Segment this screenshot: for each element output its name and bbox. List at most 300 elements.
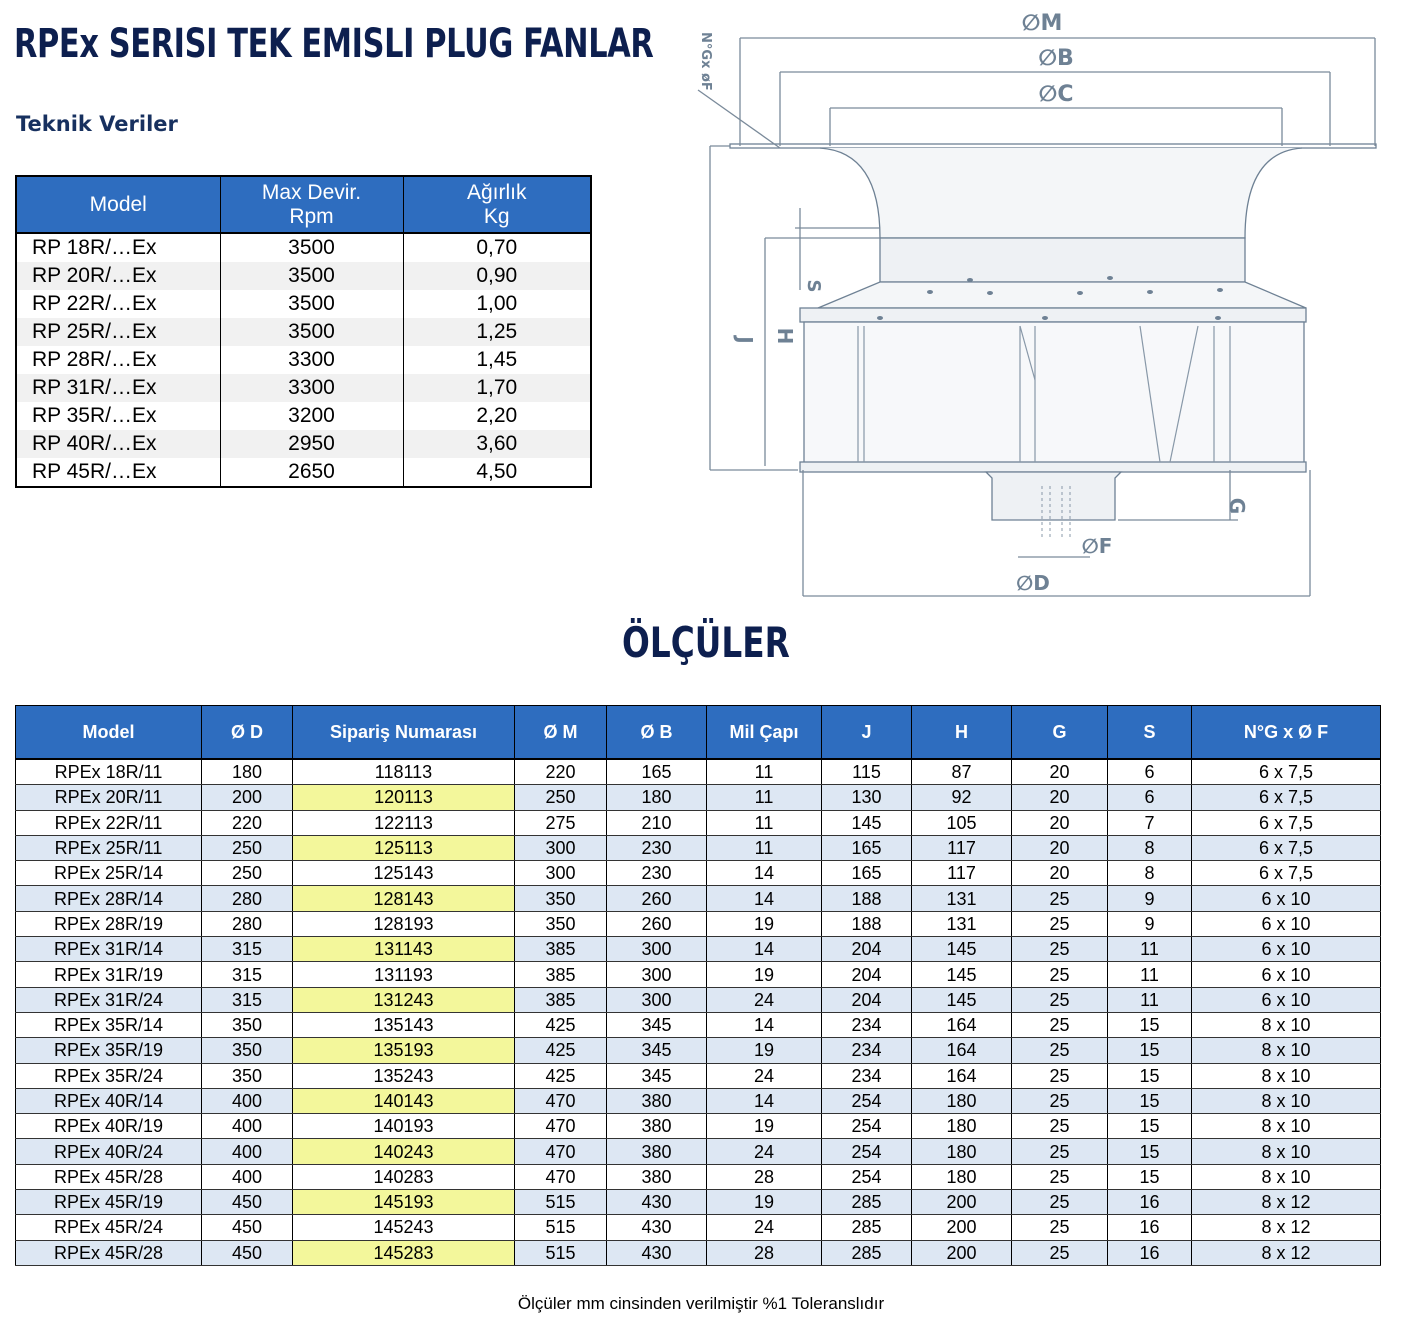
cell-model: RPEx 28R/19 — [16, 911, 202, 936]
cell-j: 234 — [822, 1063, 912, 1088]
cell-d: 350 — [202, 1038, 293, 1063]
cell-s: 16 — [1108, 1215, 1192, 1240]
cell-b: 430 — [607, 1190, 707, 1215]
cell-d: 450 — [202, 1240, 293, 1265]
cell-weight: 3,60 — [403, 430, 591, 458]
cell-max-rpm: 2650 — [220, 458, 403, 487]
cell-d: 280 — [202, 886, 293, 911]
cell-h: 200 — [912, 1190, 1012, 1215]
cell-d: 315 — [202, 987, 293, 1012]
table-row — [16, 290, 591, 318]
cell-g: 25 — [1012, 1088, 1108, 1113]
table-row — [16, 402, 591, 430]
cell-shaft-diameter: 28 — [707, 1164, 822, 1189]
cell-shaft-diameter: 24 — [707, 1215, 822, 1240]
cell-m: 470 — [515, 1088, 607, 1113]
cell-s: 7 — [1108, 810, 1192, 835]
cell-j: 285 — [822, 1215, 912, 1240]
table-row — [16, 886, 1381, 911]
page-title: RPEx SERISI TEK EMISLI PLUG FANLAR — [14, 21, 654, 67]
table-header-row — [16, 176, 591, 233]
table-row — [16, 1215, 1381, 1240]
cell-b: 345 — [607, 1063, 707, 1088]
cell-b: 380 — [607, 1164, 707, 1189]
cell-model: RP 31R/…Ex — [16, 374, 220, 402]
cell-m: 470 — [515, 1164, 607, 1189]
cell-j: 165 — [822, 861, 912, 886]
cell-s: 15 — [1108, 1063, 1192, 1088]
cell-j: 165 — [822, 835, 912, 860]
cell-d: 250 — [202, 835, 293, 860]
cell-max-rpm: 3500 — [220, 318, 403, 346]
header-j: J — [822, 706, 912, 760]
cell-d: 450 — [202, 1215, 293, 1240]
header-order-number: Sipariş Numarası — [293, 706, 515, 760]
table-row — [16, 233, 591, 262]
hub — [986, 472, 1121, 520]
cell-model: RP 25R/…Ex — [16, 318, 220, 346]
header-s: S — [1108, 706, 1192, 760]
cell-j: 285 — [822, 1240, 912, 1265]
cell-holes: 8 x 10 — [1192, 1114, 1381, 1139]
cell-g: 25 — [1012, 1215, 1108, 1240]
cell-order-number: 118113 — [293, 759, 515, 785]
header-weight: Ağırlık Kg — [403, 176, 591, 233]
cell-model: RPEx 31R/14 — [16, 937, 202, 962]
cell-shaft-diameter: 11 — [707, 785, 822, 810]
section-title-dimensions: ÖLÇÜLER — [622, 618, 790, 667]
cell-max-rpm: 3500 — [220, 233, 403, 262]
table-row — [16, 810, 1381, 835]
cell-d: 450 — [202, 1190, 293, 1215]
cell-h: 131 — [912, 886, 1012, 911]
cell-model: RPEx 20R/11 — [16, 785, 202, 810]
cell-g: 25 — [1012, 937, 1108, 962]
cell-shaft-diameter: 11 — [707, 835, 822, 860]
cell-holes: 6 x 7,5 — [1192, 861, 1381, 886]
inlet-cone — [820, 148, 1302, 238]
cell-b: 180 — [607, 785, 707, 810]
cell-shaft-diameter: 24 — [707, 987, 822, 1012]
fan-technical-drawing — [690, 0, 1390, 615]
cell-g: 25 — [1012, 962, 1108, 987]
table-row — [16, 318, 591, 346]
cell-b: 380 — [607, 1114, 707, 1139]
cell-shaft-diameter: 14 — [707, 1012, 822, 1037]
cell-holes: 6 x 10 — [1192, 937, 1381, 962]
cell-order-number: 140143 — [293, 1088, 515, 1113]
cell-d: 400 — [202, 1114, 293, 1139]
cell-order-number: 135143 — [293, 1012, 515, 1037]
cell-d: 200 — [202, 785, 293, 810]
cell-h: 200 — [912, 1240, 1012, 1265]
cell-b: 230 — [607, 861, 707, 886]
cell-s: 8 — [1108, 835, 1192, 860]
cell-j: 254 — [822, 1114, 912, 1139]
cell-s: 6 — [1108, 759, 1192, 785]
cell-j: 254 — [822, 1164, 912, 1189]
cell-m: 385 — [515, 962, 607, 987]
cell-holes: 8 x 10 — [1192, 1012, 1381, 1037]
cell-holes: 8 x 10 — [1192, 1164, 1381, 1189]
header-model: Model — [16, 176, 220, 233]
cell-m: 300 — [515, 835, 607, 860]
cell-m: 385 — [515, 937, 607, 962]
cell-b: 300 — [607, 987, 707, 1012]
cell-model: RPEx 35R/19 — [16, 1038, 202, 1063]
cell-g: 25 — [1012, 1063, 1108, 1088]
cell-h: 87 — [912, 759, 1012, 785]
cell-g: 20 — [1012, 785, 1108, 810]
table-row — [16, 262, 591, 290]
cell-order-number: 131143 — [293, 937, 515, 962]
cell-model: RP 20R/…Ex — [16, 262, 220, 290]
cell-holes: 6 x 10 — [1192, 987, 1381, 1012]
impeller-body — [804, 322, 1304, 466]
cell-model: RPEx 40R/14 — [16, 1088, 202, 1113]
cell-j: 188 — [822, 886, 912, 911]
header-shaft-diameter: Mil Çapı — [707, 706, 822, 760]
cell-model: RPEx 28R/14 — [16, 886, 202, 911]
cell-m: 515 — [515, 1240, 607, 1265]
cell-b: 345 — [607, 1038, 707, 1063]
cell-b: 380 — [607, 1088, 707, 1113]
flange-plate — [730, 144, 1376, 148]
cell-g: 20 — [1012, 835, 1108, 860]
cell-d: 280 — [202, 911, 293, 936]
cell-h: 164 — [912, 1012, 1012, 1037]
cell-weight: 0,70 — [403, 233, 591, 262]
table-row — [16, 346, 591, 374]
table-row — [16, 374, 591, 402]
cell-j: 145 — [822, 810, 912, 835]
cell-holes: 8 x 10 — [1192, 1088, 1381, 1113]
cell-holes: 6 x 7,5 — [1192, 835, 1381, 860]
cell-model: RPEx 25R/14 — [16, 861, 202, 886]
cell-holes: 6 x 10 — [1192, 886, 1381, 911]
cell-b: 165 — [607, 759, 707, 785]
cell-d: 400 — [202, 1139, 293, 1164]
cell-order-number: 145283 — [293, 1240, 515, 1265]
table-header-row — [16, 706, 1381, 760]
cell-j: 115 — [822, 759, 912, 785]
cell-model: RPEx 22R/11 — [16, 810, 202, 835]
cell-shaft-diameter: 24 — [707, 1139, 822, 1164]
cell-s: 9 — [1108, 911, 1192, 936]
cell-weight: 1,00 — [403, 290, 591, 318]
table-row — [16, 759, 1381, 785]
table-row — [16, 1012, 1381, 1037]
cell-h: 180 — [912, 1088, 1012, 1113]
table-row — [16, 1114, 1381, 1139]
table-row — [16, 1038, 1381, 1063]
cell-b: 210 — [607, 810, 707, 835]
cell-d: 180 — [202, 759, 293, 785]
cell-model: RPEx 45R/28 — [16, 1164, 202, 1189]
cell-m: 220 — [515, 759, 607, 785]
cell-m: 470 — [515, 1139, 607, 1164]
cell-holes: 8 x 10 — [1192, 1038, 1381, 1063]
cell-b: 345 — [607, 1012, 707, 1037]
header-max-rpm: Max Devir. Rpm — [220, 176, 403, 233]
cell-b: 300 — [607, 962, 707, 987]
cell-shaft-diameter: 14 — [707, 861, 822, 886]
cell-h: 164 — [912, 1063, 1012, 1088]
cell-s: 16 — [1108, 1190, 1192, 1215]
cell-order-number: 125143 — [293, 861, 515, 886]
table-row — [16, 1139, 1381, 1164]
cell-h: 117 — [912, 861, 1012, 886]
cell-s: 15 — [1108, 1139, 1192, 1164]
table-row — [16, 785, 1381, 810]
label-c: C — [1057, 82, 1074, 107]
svg-text:∅F: ∅F — [1081, 534, 1113, 558]
cell-model: RPEx 35R/24 — [16, 1063, 202, 1088]
cell-d: 400 — [202, 1088, 293, 1113]
table-row — [16, 1164, 1381, 1189]
cell-d: 315 — [202, 962, 293, 987]
cell-shaft-diameter: 11 — [707, 759, 822, 785]
cell-model: RPEx 25R/11 — [16, 835, 202, 860]
cell-h: 145 — [912, 937, 1012, 962]
cell-j: 204 — [822, 987, 912, 1012]
label-j: J — [733, 336, 757, 344]
cell-order-number: 128143 — [293, 886, 515, 911]
impeller-hood — [818, 282, 1306, 308]
cell-g: 25 — [1012, 911, 1108, 936]
cell-s: 16 — [1108, 1240, 1192, 1265]
cell-g: 25 — [1012, 1164, 1108, 1189]
footnote: Ölçüler mm cinsinden verilmiştir %1 Toleranslıdır — [517, 1294, 885, 1313]
cell-model: RP 40R/…Ex — [16, 430, 220, 458]
cell-j: 254 — [822, 1088, 912, 1113]
header-h: H — [912, 706, 1012, 760]
cell-holes: 8 x 12 — [1192, 1240, 1381, 1265]
cell-shaft-diameter: 28 — [707, 1240, 822, 1265]
cell-h: 164 — [912, 1038, 1012, 1063]
cell-s: 15 — [1108, 1164, 1192, 1189]
label-f: F — [1098, 534, 1113, 558]
table-row — [16, 987, 1381, 1012]
cell-max-rpm: 2950 — [220, 430, 403, 458]
cell-s: 11 — [1108, 962, 1192, 987]
max-word: Max Devir. — [261, 180, 362, 204]
cell-h: 92 — [912, 785, 1012, 810]
cell-shaft-diameter: 14 — [707, 1088, 822, 1113]
label-holes: N°Gx øF — [698, 32, 713, 91]
cell-shaft-diameter: 19 — [707, 1114, 822, 1139]
cell-order-number: 131193 — [293, 962, 515, 987]
cell-order-number: 128193 — [293, 911, 515, 936]
header-m: Ø M — [515, 706, 607, 760]
table-row — [16, 911, 1381, 936]
cell-j: 254 — [822, 1139, 912, 1164]
cell-g: 20 — [1012, 861, 1108, 886]
cell-model: RPEx 45R/28 — [16, 1240, 202, 1265]
cell-m: 350 — [515, 911, 607, 936]
table-row — [16, 1190, 1381, 1215]
cell-model: RPEx 31R/19 — [16, 962, 202, 987]
cell-model: RP 22R/…Ex — [16, 290, 220, 318]
cell-d: 250 — [202, 861, 293, 886]
cell-j: 234 — [822, 1038, 912, 1063]
cell-max-rpm: 3500 — [220, 262, 403, 290]
cell-shaft-diameter: 19 — [707, 962, 822, 987]
cell-order-number: 131243 — [293, 987, 515, 1012]
cell-g: 20 — [1012, 810, 1108, 835]
cell-holes: 6 x 7,5 — [1192, 785, 1381, 810]
header-b: Ø B — [607, 706, 707, 760]
cell-h: 200 — [912, 1215, 1012, 1240]
cell-j: 204 — [822, 962, 912, 987]
cell-h: 117 — [912, 835, 1012, 860]
cell-order-number: 145243 — [293, 1215, 515, 1240]
cell-s: 11 — [1108, 987, 1192, 1012]
svg-text:∅D: ∅D — [1016, 571, 1050, 595]
cell-weight: 1,70 — [403, 374, 591, 402]
table-row — [16, 430, 591, 458]
header-d: Ø D — [202, 706, 293, 760]
cell-m: 385 — [515, 987, 607, 1012]
cell-weight: 0,90 — [403, 262, 591, 290]
cell-model: RPEx 18R/11 — [16, 759, 202, 785]
header-holes: N°G x Ø F — [1192, 706, 1381, 760]
cell-holes: 8 x 10 — [1192, 1139, 1381, 1164]
cell-j: 130 — [822, 785, 912, 810]
cell-j: 188 — [822, 911, 912, 936]
cell-g: 25 — [1012, 1012, 1108, 1037]
cell-s: 15 — [1108, 1088, 1192, 1113]
cell-shaft-diameter: 19 — [707, 1190, 822, 1215]
cell-m: 515 — [515, 1215, 607, 1240]
label-d: D — [1033, 571, 1050, 595]
cell-d: 315 — [202, 937, 293, 962]
cell-weight: 1,45 — [403, 346, 591, 374]
cell-h: 180 — [912, 1139, 1012, 1164]
cell-holes: 8 x 10 — [1192, 1063, 1381, 1088]
cell-order-number: 140243 — [293, 1139, 515, 1164]
table-row — [16, 861, 1381, 886]
cell-model: RP 35R/…Ex — [16, 402, 220, 430]
cell-g: 25 — [1012, 1139, 1108, 1164]
cell-model: RPEx 31R/24 — [16, 987, 202, 1012]
cell-holes: 6 x 7,5 — [1192, 810, 1381, 835]
cell-s: 6 — [1108, 785, 1192, 810]
cell-order-number: 120113 — [293, 785, 515, 810]
cell-d: 350 — [202, 1063, 293, 1088]
cell-j: 285 — [822, 1190, 912, 1215]
cell-shaft-diameter: 14 — [707, 886, 822, 911]
cell-d: 350 — [202, 1012, 293, 1037]
cell-order-number: 125113 — [293, 835, 515, 860]
cell-max-rpm: 3500 — [220, 290, 403, 318]
cell-order-number: 135193 — [293, 1038, 515, 1063]
cell-h: 180 — [912, 1114, 1012, 1139]
svg-text:∅M: ∅M — [1021, 11, 1063, 36]
dimensions-table — [15, 705, 1381, 1266]
svg-text:∅C: ∅C — [1038, 82, 1074, 107]
cell-weight: 1,25 — [403, 318, 591, 346]
cell-h: 105 — [912, 810, 1012, 835]
label-m: M — [1040, 11, 1063, 36]
cell-b: 260 — [607, 911, 707, 936]
label-s: S — [803, 279, 824, 293]
table-row — [16, 1240, 1381, 1265]
cell-order-number: 135243 — [293, 1063, 515, 1088]
cell-order-number: 140283 — [293, 1164, 515, 1189]
table-row — [16, 1088, 1381, 1113]
cell-order-number: 145193 — [293, 1190, 515, 1215]
cell-b: 430 — [607, 1215, 707, 1240]
inlet-ring — [880, 238, 1245, 282]
label-b: B — [1057, 46, 1074, 71]
cell-m: 425 — [515, 1063, 607, 1088]
cell-holes: 6 x 7,5 — [1192, 759, 1381, 785]
cell-m: 350 — [515, 886, 607, 911]
cell-s: 15 — [1108, 1114, 1192, 1139]
table-row — [16, 835, 1381, 860]
cell-model: RP 45R/…Ex — [16, 458, 220, 487]
table-row — [16, 937, 1381, 962]
cell-g: 25 — [1012, 987, 1108, 1012]
cell-j: 234 — [822, 1012, 912, 1037]
cell-m: 470 — [515, 1114, 607, 1139]
cell-b: 380 — [607, 1139, 707, 1164]
cell-model: RPEx 35R/14 — [16, 1012, 202, 1037]
table-row — [16, 1063, 1381, 1088]
cell-b: 260 — [607, 886, 707, 911]
cell-shaft-diameter: 14 — [707, 937, 822, 962]
cell-s: 15 — [1108, 1012, 1192, 1037]
cell-b: 430 — [607, 1240, 707, 1265]
cell-m: 425 — [515, 1038, 607, 1063]
cell-max-rpm: 3300 — [220, 374, 403, 402]
cell-model: RPEx 40R/19 — [16, 1114, 202, 1139]
cell-shaft-diameter: 24 — [707, 1063, 822, 1088]
cell-g: 25 — [1012, 1240, 1108, 1265]
cell-d: 220 — [202, 810, 293, 835]
cell-g: 25 — [1012, 1038, 1108, 1063]
cell-max-rpm: 3200 — [220, 402, 403, 430]
cell-m: 425 — [515, 1012, 607, 1037]
cell-b: 300 — [607, 937, 707, 962]
cell-s: 8 — [1108, 861, 1192, 886]
cell-d: 400 — [202, 1164, 293, 1189]
cell-model: RP 28R/…Ex — [16, 346, 220, 374]
cell-holes: 8 x 12 — [1192, 1215, 1381, 1240]
cell-order-number: 140193 — [293, 1114, 515, 1139]
cell-m: 515 — [515, 1190, 607, 1215]
table-row — [16, 962, 1381, 987]
table-row — [16, 458, 591, 487]
cell-model: RPEx 45R/19 — [16, 1190, 202, 1215]
cell-g: 25 — [1012, 1114, 1108, 1139]
cell-s: 15 — [1108, 1038, 1192, 1063]
technical-data-table — [15, 175, 592, 488]
cell-weight: 2,20 — [403, 402, 591, 430]
cell-g: 25 — [1012, 1190, 1108, 1215]
cell-g: 20 — [1012, 759, 1108, 785]
cell-shaft-diameter: 19 — [707, 1038, 822, 1063]
cell-model: RPEx 40R/24 — [16, 1139, 202, 1164]
cell-holes: 6 x 10 — [1192, 911, 1381, 936]
cell-h: 145 — [912, 987, 1012, 1012]
cell-m: 275 — [515, 810, 607, 835]
section-title-technical: Teknik Veriler — [16, 112, 178, 136]
cell-weight: 4,50 — [403, 458, 591, 487]
header-g: G — [1012, 706, 1108, 760]
cell-holes: 6 x 10 — [1192, 962, 1381, 987]
